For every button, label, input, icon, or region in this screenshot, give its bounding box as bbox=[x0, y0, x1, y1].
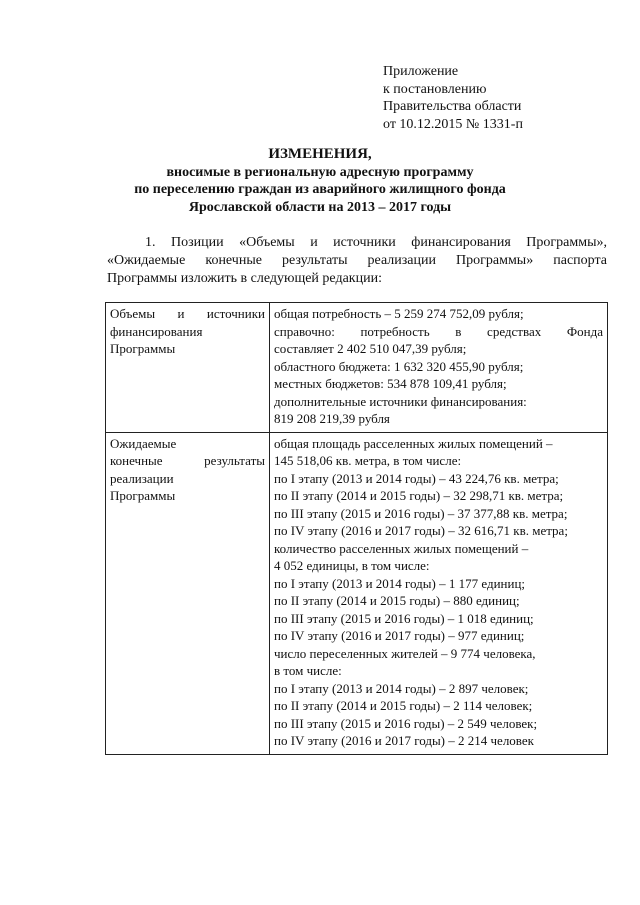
intro-paragraph bbox=[107, 234, 607, 288]
document-title bbox=[0, 146, 640, 216]
program-table bbox=[105, 302, 608, 755]
appendix-line: Правительства области bbox=[383, 99, 522, 114]
title-line: по переселению граждан из аварийного жилищного фонда bbox=[134, 182, 506, 197]
table-row bbox=[106, 303, 608, 433]
title-line: вносимые в региональную адресную программу bbox=[166, 164, 474, 180]
row-value-financing: общая потребность – 5 259 274 752,09 рубля; справочно: потребность в средствах Фонда составляет 2 402 510 047,39 рубля; областного бюджета: 1 632 320 455,90 рубля; местных бюджетов: 534 878 109,41 рубля; дополнительные источники финансирования: 819 208 219,39 рубля bbox=[270, 303, 608, 433]
row-label-financing: Объемы и источники финансирования Программы bbox=[106, 303, 270, 433]
intro-line: «Ожидаемые конечные результаты реализации Программы» паспорта bbox=[107, 253, 607, 268]
appendix-header bbox=[383, 63, 523, 133]
intro-line: Программы изложить в следующей редакции: bbox=[107, 271, 382, 286]
table-row bbox=[106, 432, 608, 754]
title-line: Ярославской области на 2013 – 2017 годы bbox=[188, 199, 452, 215]
row-value-results: общая площадь расселенных жилых помещений – 145 518,06 кв. метра, в том числе: по I этапу (2013 и 2014 годы) – 43 224,76 кв. метра; по II этапу (2014 и 2015 годы) – 32 298,71 кв. метра; по III этапу (2015 и 2016 годы) – 37 377,88 кв. метра; по IV этапу (2016 и 2017 годы) – 32 616,71 кв. метра; количество расселенных жилых помещений – 4 052 единицы, в том числе: по I этапу (2013 и 2014 годы) – 1 177 единиц; по II этапу (2014 и 2015 годы) – 880 единиц; по III этапу (2015 и 2016 годы) – 1 018 единиц; по IV этапу (2016 и 2017 годы) – 977 единиц; число переселенных жителей – 9 774 человека, в том числе: по I этапу (2013 и 2014 годы) – 2 897 человек; по II этапу (2014 и 2015 годы) – 2 114 человек; по III этапу (2015 и 2016 годы) – 2 549 человек; по IV этапу (2016 и 2017 годы) – 2 214 человек bbox=[270, 432, 608, 754]
intro-line: 1. Позиции «Объемы и источники финансирования Программы», bbox=[145, 235, 607, 250]
appendix-date-number: от 10.12.2015 № 1331-п bbox=[383, 116, 523, 132]
title-main: ИЗМЕНЕНИЯ, bbox=[268, 146, 372, 162]
row-label-results: Ожидаемые конечные результаты реализации Программы bbox=[106, 432, 270, 754]
appendix-line: Приложение bbox=[383, 64, 459, 79]
appendix-line: к постановлению bbox=[383, 81, 487, 97]
